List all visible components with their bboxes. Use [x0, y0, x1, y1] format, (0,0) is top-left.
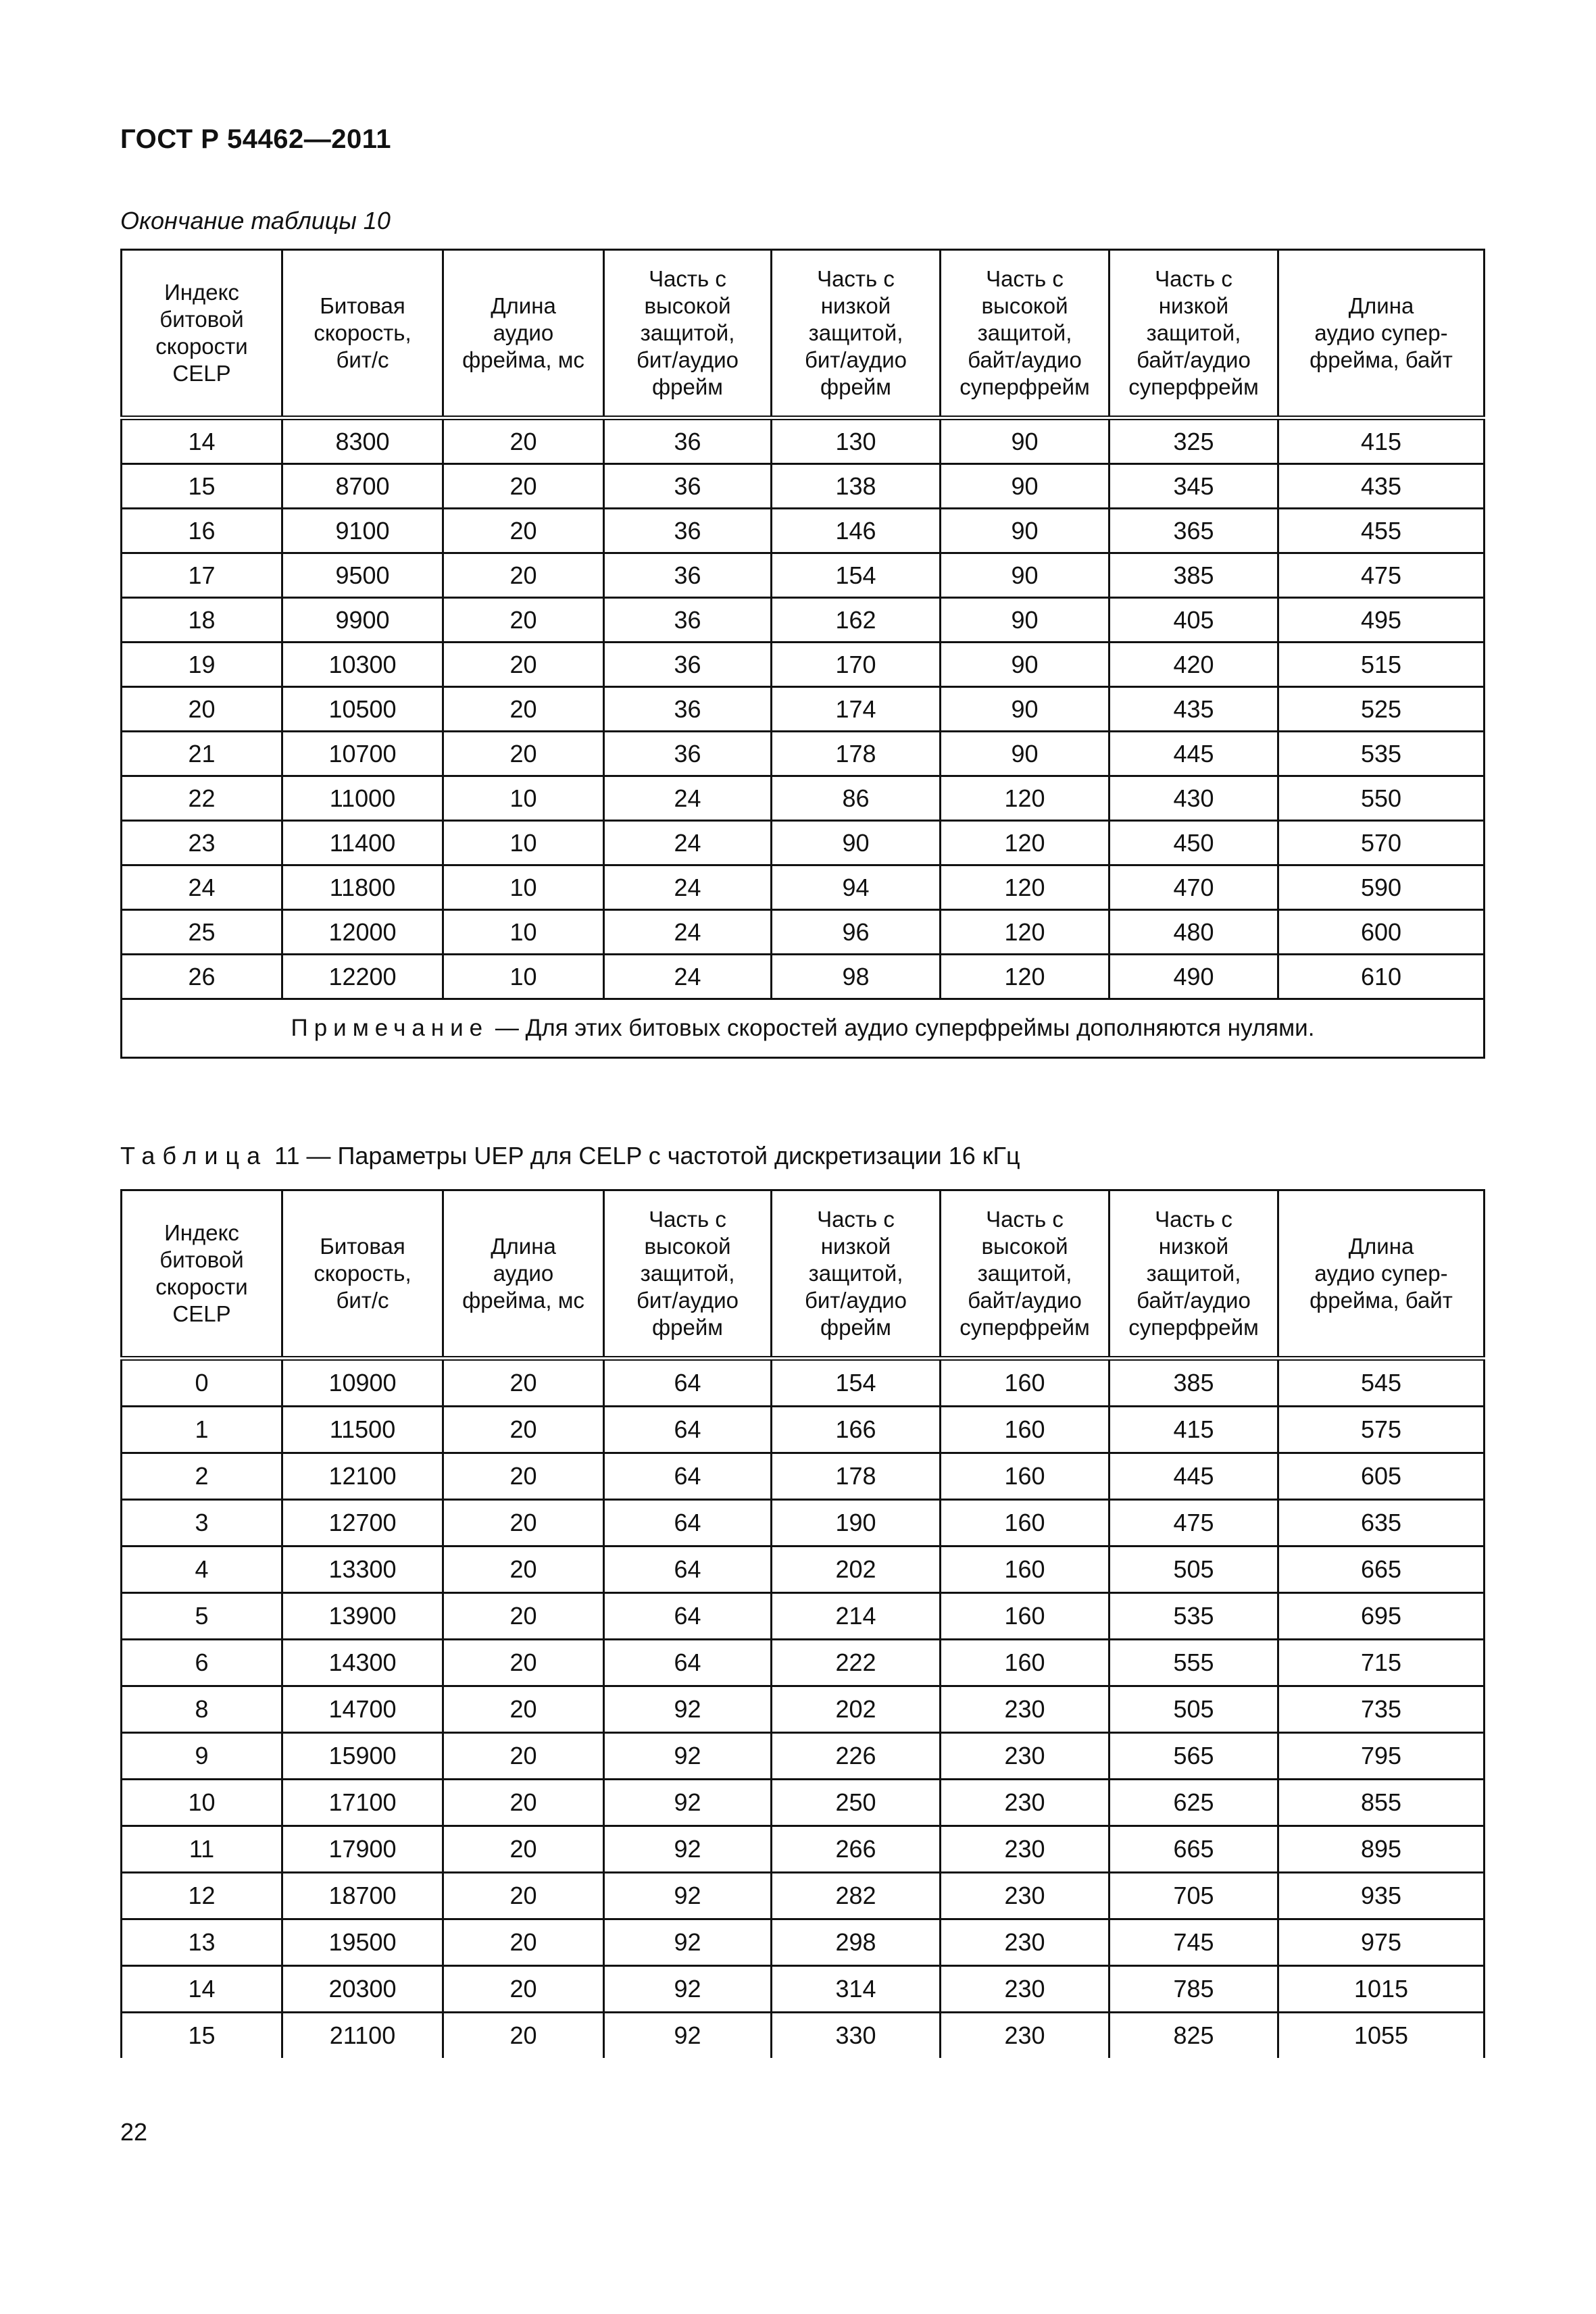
table-cell: 10700 — [282, 732, 443, 776]
table-cell: 9900 — [282, 598, 443, 643]
table-cell: 24 — [604, 776, 772, 821]
table-cell: 325 — [1109, 418, 1278, 464]
table-cell: 430 — [1109, 776, 1278, 821]
table-cell: 154 — [772, 1359, 941, 1407]
table-row — [122, 865, 1485, 910]
table-cell: 715 — [1278, 1640, 1485, 1686]
table-cell: 20 — [443, 1546, 604, 1593]
table-cell: 435 — [1278, 464, 1485, 509]
table-cell: 92 — [604, 1826, 772, 1873]
column-header: Часть с высокой защитой, бит/аудио фрейм — [604, 1190, 772, 1359]
table-cell: 20 — [443, 553, 604, 598]
table-cell: 545 — [1278, 1359, 1485, 1407]
note-row — [122, 999, 1485, 1058]
table-cell: 20 — [443, 1733, 604, 1780]
table-cell: 14 — [122, 1966, 282, 2013]
table-cell: 16 — [122, 509, 282, 553]
table-cell: 405 — [1109, 598, 1278, 643]
table-cell: 250 — [772, 1780, 941, 1826]
table-cell: 230 — [941, 1966, 1109, 2013]
table-cell: 20300 — [282, 1966, 443, 2013]
table-cell: 298 — [772, 1919, 941, 1966]
table-cell: 18700 — [282, 1873, 443, 1919]
table-cell: 18 — [122, 598, 282, 643]
table-cell: 92 — [604, 2013, 772, 2059]
table-cell: 214 — [772, 1593, 941, 1640]
table-cell: 12 — [122, 1873, 282, 1919]
table-row — [122, 687, 1485, 732]
table-cell: 178 — [772, 732, 941, 776]
table-row — [122, 732, 1485, 776]
table-cell: 17100 — [282, 1780, 443, 1826]
table-cell: 9100 — [282, 509, 443, 553]
table-cell: 385 — [1109, 1359, 1278, 1407]
table-cell: 20 — [443, 418, 604, 464]
table-cell: 23 — [122, 821, 282, 865]
table-cell: 120 — [941, 776, 1109, 821]
table-cell: 11800 — [282, 865, 443, 910]
table-row — [122, 553, 1485, 598]
table11-caption — [120, 1142, 1020, 1170]
table-cell: 3 — [122, 1500, 282, 1546]
column-header: Длина аудио супер- фрейма, байт — [1278, 250, 1485, 418]
table-row — [122, 643, 1485, 687]
table-cell: 160 — [941, 1640, 1109, 1686]
table-cell: 36 — [604, 509, 772, 553]
table-row — [122, 1733, 1485, 1780]
table-cell: 24 — [122, 865, 282, 910]
table-cell: 475 — [1278, 553, 1485, 598]
column-header: Длина аудио фрейма, мс — [443, 250, 604, 418]
table-cell: 20 — [443, 1453, 604, 1500]
table-row — [122, 821, 1485, 865]
table-cell: 10500 — [282, 687, 443, 732]
table-cell: 92 — [604, 1780, 772, 1826]
table-cell: 120 — [941, 821, 1109, 865]
table-cell: 20 — [443, 598, 604, 643]
table-cell: 174 — [772, 687, 941, 732]
table-cell: 64 — [604, 1593, 772, 1640]
table-cell: 90 — [941, 418, 1109, 464]
table-cell: 160 — [941, 1500, 1109, 1546]
table-cell: 154 — [772, 553, 941, 598]
table-cell: 178 — [772, 1453, 941, 1500]
table-cell: 36 — [604, 553, 772, 598]
table-row — [122, 2013, 1485, 2059]
table-cell: 92 — [604, 1966, 772, 2013]
table-cell: 64 — [604, 1546, 772, 1593]
table-cell: 96 — [772, 910, 941, 955]
table-cell: 11500 — [282, 1407, 443, 1453]
table-cell: 90 — [941, 464, 1109, 509]
table-cell: 14 — [122, 418, 282, 464]
table-cell: 20 — [443, 1966, 604, 2013]
table-cell: 86 — [772, 776, 941, 821]
table-cell: 230 — [941, 1686, 1109, 1733]
table-cell: 12100 — [282, 1453, 443, 1500]
table-cell: 160 — [941, 1453, 1109, 1500]
table-cell: 445 — [1109, 1453, 1278, 1500]
table-cell: 5 — [122, 1593, 282, 1640]
table-cell: 90 — [941, 643, 1109, 687]
table-cell: 455 — [1278, 509, 1485, 553]
table-cell: 605 — [1278, 1453, 1485, 1500]
table-cell: 420 — [1109, 643, 1278, 687]
table-row — [122, 1407, 1485, 1453]
table-cell: 64 — [604, 1359, 772, 1407]
table-cell: 160 — [941, 1546, 1109, 1593]
table-cell: 785 — [1109, 1966, 1278, 2013]
table-cell: 6 — [122, 1640, 282, 1686]
table-cell: 12200 — [282, 955, 443, 999]
table-cell: 190 — [772, 1500, 941, 1546]
table-cell: 36 — [604, 643, 772, 687]
table-cell: 92 — [604, 1733, 772, 1780]
table-cell: 20 — [443, 732, 604, 776]
table11-caption-text: 11 — Параметры UEP для CELP с частотой дискретизации 16 кГц — [268, 1142, 1020, 1169]
table-cell: 20 — [443, 1919, 604, 1966]
table-row — [122, 1873, 1485, 1919]
table10-caption: Окончание таблицы 10 — [120, 207, 391, 234]
table-cell: 230 — [941, 1873, 1109, 1919]
table-row — [122, 1780, 1485, 1826]
table-cell: 825 — [1109, 2013, 1278, 2059]
table-cell: 11400 — [282, 821, 443, 865]
column-header: Часть с низкой защитой, байт/аудио суперфрейм — [1109, 1190, 1278, 1359]
column-header: Часть с низкой защитой, байт/аудио суперфрейм — [1109, 250, 1278, 418]
table-cell: 20 — [443, 1640, 604, 1686]
table-cell: 575 — [1278, 1407, 1485, 1453]
table-cell: 2 — [122, 1453, 282, 1500]
column-header: Длина аудио фрейма, мс — [443, 1190, 604, 1359]
table-cell: 12000 — [282, 910, 443, 955]
table-cell: 90 — [772, 821, 941, 865]
table-cell: 230 — [941, 1826, 1109, 1873]
table-cell: 266 — [772, 1826, 941, 1873]
table-cell: 12700 — [282, 1500, 443, 1546]
table-row — [122, 1500, 1485, 1546]
column-header: Часть с низкой защитой, бит/аудио фрейм — [772, 1190, 941, 1359]
table-cell: 8700 — [282, 464, 443, 509]
table-row — [122, 1546, 1485, 1593]
table-cell: 20 — [443, 1359, 604, 1407]
table-row — [122, 1966, 1485, 2013]
table-header-row — [122, 250, 1485, 418]
table-cell: 445 — [1109, 732, 1278, 776]
table-cell: 19 — [122, 643, 282, 687]
table-row — [122, 1686, 1485, 1733]
table-row — [122, 1453, 1485, 1500]
table-cell: 635 — [1278, 1500, 1485, 1546]
table-cell: 935 — [1278, 1873, 1485, 1919]
table-cell: 20 — [443, 1873, 604, 1919]
table-cell: 98 — [772, 955, 941, 999]
table-cell: 230 — [941, 1919, 1109, 1966]
table-cell: 21100 — [282, 2013, 443, 2059]
column-header: Часть с низкой защитой, бит/аудио фрейм — [772, 250, 941, 418]
table-cell: 20 — [443, 2013, 604, 2059]
table-cell: 665 — [1109, 1826, 1278, 1873]
table-cell: 795 — [1278, 1733, 1485, 1780]
table-cell: 36 — [604, 464, 772, 509]
table-cell: 590 — [1278, 865, 1485, 910]
table-cell: 13300 — [282, 1546, 443, 1593]
table-cell: 8 — [122, 1686, 282, 1733]
table-cell: 64 — [604, 1407, 772, 1453]
table-cell: 475 — [1109, 1500, 1278, 1546]
table-cell: 550 — [1278, 776, 1485, 821]
column-header: Часть с высокой защитой, байт/аудио суперфрейм — [941, 250, 1109, 418]
table-cell: 20 — [443, 1593, 604, 1640]
table-cell: 19500 — [282, 1919, 443, 1966]
column-header: Часть с высокой защитой, бит/аудио фрейм — [604, 250, 772, 418]
table-cell: 535 — [1109, 1593, 1278, 1640]
table-cell: 330 — [772, 2013, 941, 2059]
table-cell: 17900 — [282, 1826, 443, 1873]
table-cell: 20 — [443, 1686, 604, 1733]
table-cell: 202 — [772, 1686, 941, 1733]
table-cell: 10900 — [282, 1359, 443, 1407]
table-cell: 64 — [604, 1500, 772, 1546]
table-cell: 166 — [772, 1407, 941, 1453]
table-cell: 20 — [122, 687, 282, 732]
table-cell: 36 — [604, 598, 772, 643]
table-cell: 90 — [941, 687, 1109, 732]
table-cell: 525 — [1278, 687, 1485, 732]
column-header: Битовая скорость, бит/с — [282, 250, 443, 418]
table-cell: 20 — [443, 643, 604, 687]
table-cell: 20 — [443, 464, 604, 509]
table-cell: 22 — [122, 776, 282, 821]
table-row — [122, 776, 1485, 821]
table-cell: 365 — [1109, 509, 1278, 553]
table-cell: 695 — [1278, 1593, 1485, 1640]
table-cell: 20 — [443, 1500, 604, 1546]
table-cell: 282 — [772, 1873, 941, 1919]
table-cell: 160 — [941, 1359, 1109, 1407]
table-cell: 120 — [941, 865, 1109, 910]
table-cell: 24 — [604, 955, 772, 999]
table-cell: 9 — [122, 1733, 282, 1780]
table-cell: 64 — [604, 1453, 772, 1500]
table-cell: 130 — [772, 418, 941, 464]
column-header: Битовая скорость, бит/с — [282, 1190, 443, 1359]
table-cell: 665 — [1278, 1546, 1485, 1593]
table-cell: 120 — [941, 955, 1109, 999]
table-cell: 162 — [772, 598, 941, 643]
table-row — [122, 1826, 1485, 1873]
table-cell: 450 — [1109, 821, 1278, 865]
table-cell: 226 — [772, 1733, 941, 1780]
table-cell: 565 — [1109, 1733, 1278, 1780]
table-cell: 10300 — [282, 643, 443, 687]
table-cell: 1 — [122, 1407, 282, 1453]
table-cell: 14300 — [282, 1640, 443, 1686]
table-cell: 20 — [443, 687, 604, 732]
table-10 — [120, 249, 1485, 1059]
table-cell: 92 — [604, 1686, 772, 1733]
table-cell: 555 — [1109, 1640, 1278, 1686]
table-cell: 64 — [604, 1640, 772, 1686]
table-cell: 20 — [443, 509, 604, 553]
table-cell: 170 — [772, 643, 941, 687]
table-cell: 24 — [604, 910, 772, 955]
table-cell: 10 — [443, 865, 604, 910]
table-row — [122, 1359, 1485, 1407]
column-header: Часть с высокой защитой, байт/аудио суперфрейм — [941, 1190, 1109, 1359]
table-cell: 11 — [122, 1826, 282, 1873]
column-header: Индекс битовой скорости CELP — [122, 1190, 282, 1359]
table-row — [122, 1919, 1485, 1966]
table-cell: 745 — [1109, 1919, 1278, 1966]
table-cell: 495 — [1278, 598, 1485, 643]
table-cell: 345 — [1109, 464, 1278, 509]
table-cell: 90 — [941, 598, 1109, 643]
table-cell: 160 — [941, 1407, 1109, 1453]
note-text: — Для этих битовых скоростей аудио суперфреймы дополняются нулями. — [489, 1015, 1315, 1041]
table-cell: 90 — [941, 553, 1109, 598]
table-cell: 25 — [122, 910, 282, 955]
table11-caption-label: Таблица — [120, 1142, 268, 1169]
table-cell: 36 — [604, 687, 772, 732]
table-cell: 13900 — [282, 1593, 443, 1640]
table-cell: 21 — [122, 732, 282, 776]
page-number: 22 — [120, 2118, 148, 2146]
table-cell: 120 — [941, 910, 1109, 955]
table-row — [122, 464, 1485, 509]
table-cell: 10 — [443, 776, 604, 821]
table-cell: 570 — [1278, 821, 1485, 865]
table-cell: 90 — [941, 732, 1109, 776]
table-cell: 415 — [1109, 1407, 1278, 1453]
table-cell: 505 — [1109, 1686, 1278, 1733]
table-cell: 855 — [1278, 1780, 1485, 1826]
table-cell: 480 — [1109, 910, 1278, 955]
table-cell: 138 — [772, 464, 941, 509]
table-cell: 36 — [604, 732, 772, 776]
table-cell: 20 — [443, 1826, 604, 1873]
table-note — [122, 999, 1485, 1058]
table-cell: 146 — [772, 509, 941, 553]
table-row — [122, 1640, 1485, 1686]
table-cell: 625 — [1109, 1780, 1278, 1826]
table-cell: 490 — [1109, 955, 1278, 999]
table-cell: 705 — [1109, 1873, 1278, 1919]
table-row — [122, 910, 1485, 955]
table-cell: 535 — [1278, 732, 1485, 776]
table-cell: 435 — [1109, 687, 1278, 732]
column-header: Длина аудио супер- фрейма, байт — [1278, 1190, 1485, 1359]
column-header: Индекс битовой скорости CELP — [122, 250, 282, 418]
table-cell: 20 — [443, 1407, 604, 1453]
table-row — [122, 955, 1485, 999]
table-cell: 230 — [941, 1733, 1109, 1780]
table-cell: 895 — [1278, 1826, 1485, 1873]
table-cell: 10 — [122, 1780, 282, 1826]
table-cell: 90 — [941, 509, 1109, 553]
table-cell: 505 — [1109, 1546, 1278, 1593]
table-row — [122, 509, 1485, 553]
document-code: ГОСТ Р 54462—2011 — [120, 124, 391, 154]
table-cell: 10 — [443, 821, 604, 865]
table-cell: 230 — [941, 2013, 1109, 2059]
table-cell: 8300 — [282, 418, 443, 464]
table-cell: 17 — [122, 553, 282, 598]
table-cell: 975 — [1278, 1919, 1485, 1966]
table-cell: 20 — [443, 1780, 604, 1826]
table-cell: 230 — [941, 1780, 1109, 1826]
table-cell: 202 — [772, 1546, 941, 1593]
table-cell: 11000 — [282, 776, 443, 821]
table-cell: 385 — [1109, 553, 1278, 598]
table-header-row — [122, 1190, 1485, 1359]
table-row — [122, 1593, 1485, 1640]
table-cell: 13 — [122, 1919, 282, 1966]
table-cell: 14700 — [282, 1686, 443, 1733]
table-cell: 15 — [122, 2013, 282, 2059]
note-label: Примечание — [291, 1015, 489, 1041]
table-cell: 10 — [443, 910, 604, 955]
table-cell: 9500 — [282, 553, 443, 598]
table-cell: 94 — [772, 865, 941, 910]
table-cell: 415 — [1278, 418, 1485, 464]
table-cell: 1015 — [1278, 1966, 1485, 2013]
table-cell: 160 — [941, 1593, 1109, 1640]
table-row — [122, 418, 1485, 464]
table-cell: 0 — [122, 1359, 282, 1407]
table-cell: 92 — [604, 1919, 772, 1966]
table-cell: 1055 — [1278, 2013, 1485, 2059]
table-cell: 314 — [772, 1966, 941, 2013]
table-11 — [120, 1189, 1485, 2058]
table-cell: 600 — [1278, 910, 1485, 955]
table-cell: 15 — [122, 464, 282, 509]
table-cell: 515 — [1278, 643, 1485, 687]
table-cell: 36 — [604, 418, 772, 464]
table-cell: 4 — [122, 1546, 282, 1593]
table-cell: 26 — [122, 955, 282, 999]
table-cell: 10 — [443, 955, 604, 999]
table-cell: 735 — [1278, 1686, 1485, 1733]
table-cell: 24 — [604, 821, 772, 865]
table-cell: 15900 — [282, 1733, 443, 1780]
table-cell: 92 — [604, 1873, 772, 1919]
table-cell: 222 — [772, 1640, 941, 1686]
table-cell: 24 — [604, 865, 772, 910]
table-cell: 610 — [1278, 955, 1485, 999]
table-row — [122, 598, 1485, 643]
table-cell: 470 — [1109, 865, 1278, 910]
